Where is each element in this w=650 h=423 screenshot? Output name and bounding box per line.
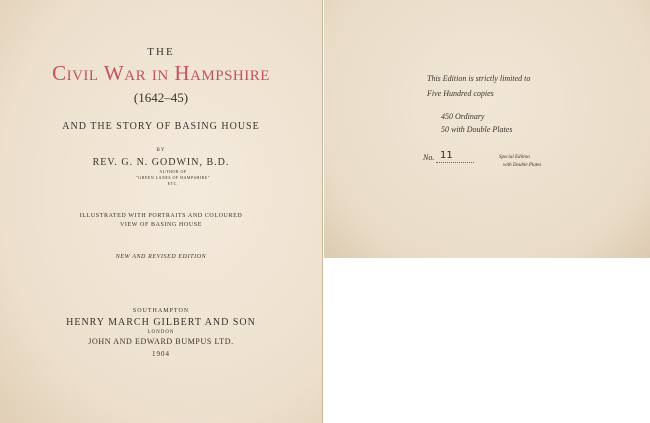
book-years: (1642–45) <box>133 90 189 105</box>
book-title: Civil War in Hampshire <box>52 61 270 85</box>
printer-name: JOHN AND EDWARD BUMPUS LTD. <box>88 337 234 346</box>
copy-number: 11 <box>440 150 453 161</box>
by-label: BY <box>156 148 166 153</box>
limitation-page <box>324 0 650 258</box>
special-edition-line-1: Special Edition <box>499 155 530 160</box>
other-work-title: "GREEN LANES OF HAMPSHIRE" <box>136 175 210 180</box>
double-plate-copies: 50 with Double Plates <box>441 125 513 134</box>
publisher-place: SOUTHAMPTON <box>132 308 190 314</box>
publisher-name: HENRY MARCH GILBERT AND SON <box>66 317 256 328</box>
illustrated-line-2: VIEW OF BASING HOUSE <box>119 222 203 228</box>
publication-year: 1904 <box>152 350 170 358</box>
book-subtitle: AND THE STORY OF BASING HOUSE <box>62 121 260 132</box>
edition-note: NEW AND REVISED EDITION <box>115 254 207 260</box>
author-of-label: AUTHOR OF <box>159 169 187 174</box>
special-edition-line-2: with Double Plates <box>503 163 542 168</box>
etc-label: ETC. <box>167 181 179 186</box>
title-page <box>0 0 323 423</box>
title-article: THE <box>147 46 175 58</box>
author-name: REV. G. N. GODWIN, B.D. <box>92 157 230 168</box>
copy-number-label: No. <box>423 153 435 162</box>
limitation-line-1: This Edition is strictly limited to <box>427 74 531 83</box>
london-label: LONDON <box>147 330 175 335</box>
limitation-line-2: Five Hundred copies <box>427 89 494 98</box>
ordinary-copies: 450 Ordinary <box>441 112 485 121</box>
illustrated-line-1: ILLUSTRATED WITH PORTRAITS AND COLOURED <box>79 213 243 219</box>
